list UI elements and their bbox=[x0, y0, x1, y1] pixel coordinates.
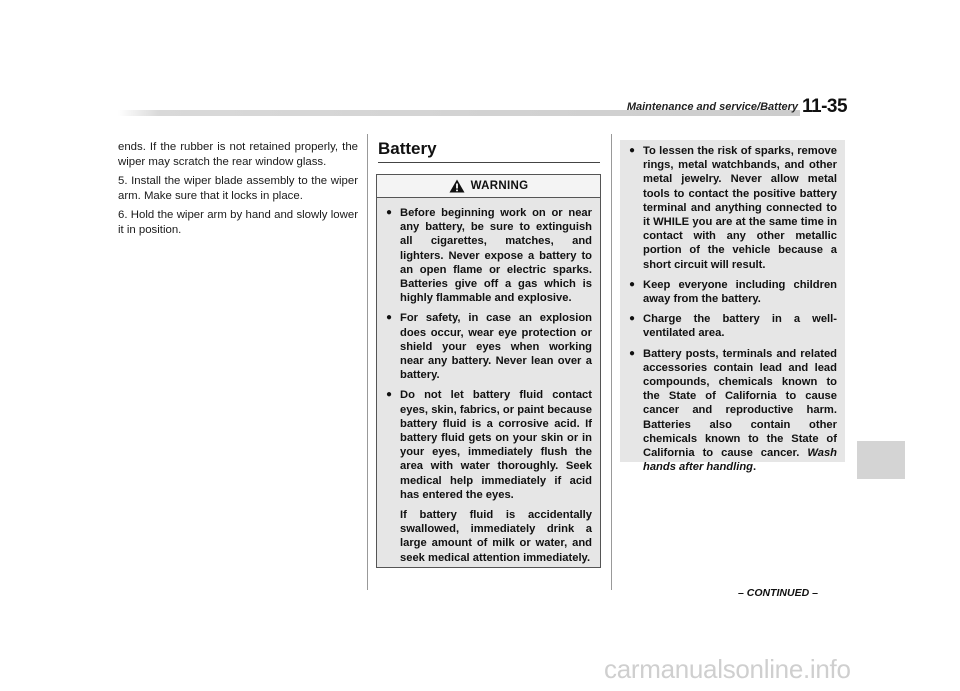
bullet-icon: ● bbox=[629, 347, 636, 359]
warning-item bbox=[629, 144, 837, 272]
warning-item bbox=[386, 388, 592, 564]
warning-text: Before beginning work on or near any battery, be sure to extinguish all cigarettes, matches, and lighters. Never expose a battery to an open flame or electric sparks. Batteries give off a gas which is highly flammable and explosive. bbox=[400, 207, 592, 305]
section-heading: Battery bbox=[378, 139, 600, 163]
page-number: 11-35 bbox=[802, 96, 848, 117]
warning-box-continued bbox=[620, 140, 845, 474]
step-5: 5. Install the wiper blade assembly to the wiper arm. Make sure that it locks in place. bbox=[118, 175, 358, 202]
warning-item bbox=[629, 347, 837, 475]
bullet-icon: ● bbox=[386, 207, 393, 218]
section-label: Maintenance and service/Battery bbox=[626, 101, 798, 113]
warning-text: For safety, in case an explosion does occur, wear eye protection or shield your eyes when working near any battery. Never lean over a battery. bbox=[400, 312, 592, 382]
warning-title: WARNING bbox=[470, 180, 529, 192]
warning-item bbox=[629, 312, 837, 340]
warning-item bbox=[386, 206, 592, 305]
warning-list bbox=[377, 198, 600, 565]
warning-text: Battery posts, terminals and related accessories contain lead and lead compounds, chemicals known to the State of California to cause cancer and reproductive harm. Batteries also contain other chemicals known to the State of California to cause cancer. bbox=[643, 347, 837, 460]
instructions-column bbox=[118, 140, 358, 242]
bullet-icon: ● bbox=[386, 389, 393, 401]
warning-text: To lessen the risk of sparks, remove rings, metal watchbands, and other metal jewelry. Never allow metal tools to contact the positive battery terminal and anything connected to it WHILE you are at the same time in contact with any other metallic portion of the vehicle because a short circuit will result. bbox=[643, 145, 837, 271]
continued-label: – CONTINUED – bbox=[738, 587, 818, 599]
bullet-icon: ● bbox=[629, 278, 636, 290]
step-6: 6. Hold the wiper arm by hand and slowly lower it in position. bbox=[118, 209, 358, 236]
column-divider bbox=[367, 134, 368, 590]
warning-triangle-icon bbox=[449, 179, 465, 193]
warning-text: Do not let battery fluid contact eyes, skin, fabrics, or paint because battery fluid is a corrosive acid. If battery fluid gets on your skin or in your eyes, immediately flush the area with water thoroughly. Seek medical help immediately if acid has entered the eyes. bbox=[400, 389, 592, 501]
bullet-icon: ● bbox=[386, 312, 393, 324]
warning-item bbox=[386, 311, 592, 382]
paragraph: ends. If the rubber is not retained properly, the wiper may scratch the rear window glass. bbox=[118, 141, 358, 168]
warning-list bbox=[620, 140, 845, 474]
warning-subtext: If battery fluid is accidentally swallowed, immediately drink a large amount of milk or water, and seek medical attention immediately. bbox=[400, 509, 592, 564]
warning-header bbox=[377, 175, 600, 198]
warning-italic-phrase: Wash hands after handling bbox=[643, 447, 837, 474]
chapter-tab bbox=[857, 441, 905, 479]
warning-text: Keep everyone including children away from the battery. bbox=[643, 278, 837, 306]
bullet-icon: ● bbox=[629, 145, 636, 156]
warning-item bbox=[629, 278, 837, 306]
warning-tail: . bbox=[753, 461, 757, 474]
warning-text: Charge the battery in a well-ventilated area. bbox=[643, 313, 837, 340]
watermark: carmanualsonline.info bbox=[604, 654, 851, 684]
column-divider bbox=[611, 134, 612, 590]
bullet-icon: ● bbox=[629, 313, 636, 325]
warning-box bbox=[376, 174, 601, 568]
